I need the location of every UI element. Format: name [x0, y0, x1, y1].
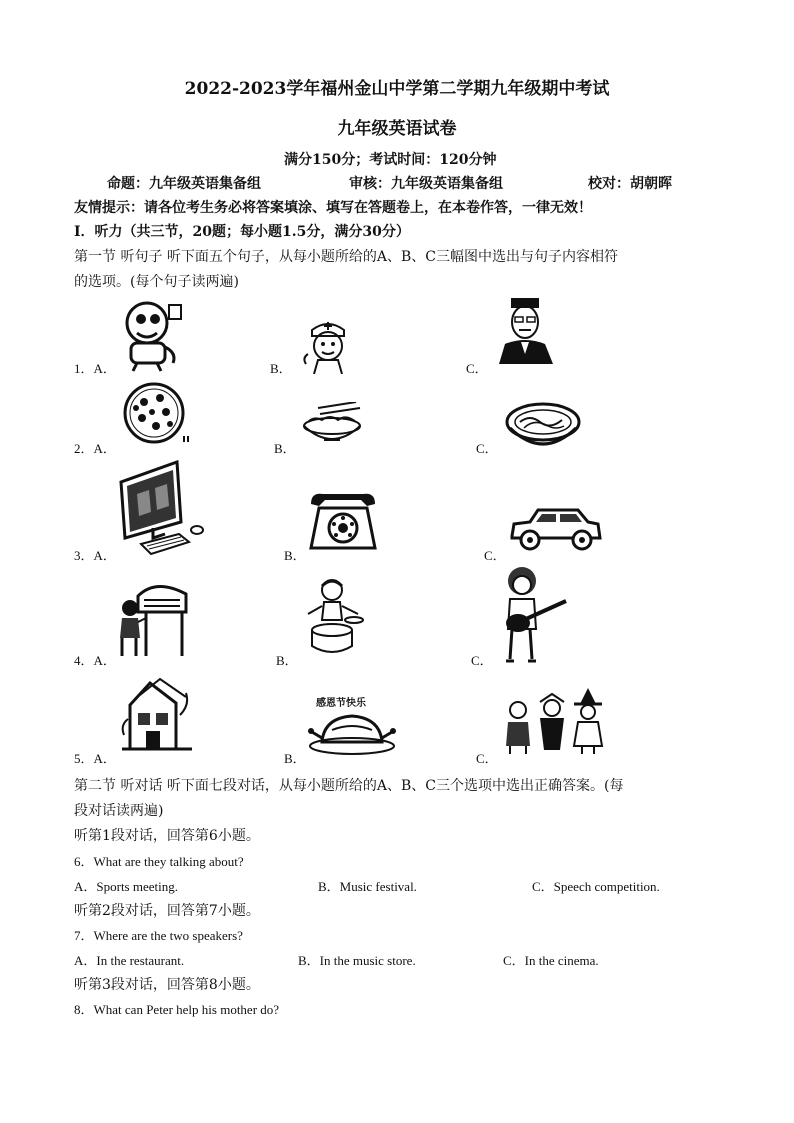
section2-instruction-2: 段对话读两遍) — [74, 803, 164, 819]
reviewer: 审核：九年级英语集备组 — [349, 176, 503, 192]
q4-b-label: B． — [276, 653, 298, 668]
question-8: 8．What can Peter help his mother do? — [74, 1002, 280, 1017]
car-icon — [508, 506, 602, 552]
exam-subtitle: 九年级英语试卷 — [337, 119, 457, 139]
q2-c-label: C． — [476, 441, 498, 456]
q5-label: 5．A． — [74, 751, 116, 766]
part1-heading: I．听力（共三节，20题；每小题1.5分，满分30分） — [74, 224, 410, 240]
guitar-player-icon — [498, 565, 570, 665]
q7-option-a: A．In the restaurant. — [74, 953, 185, 968]
section2-instruction-1: 第二节 听对话 听下面七段对话，从每小题所给的A、B、C三个选项中选出正确答案。(每 — [74, 778, 624, 794]
q7-option-b: B．In the music store. — [298, 953, 416, 968]
doctor-icon — [298, 318, 358, 374]
section1-instruction-2: 的选项。(每个句子读两遍) — [74, 274, 239, 290]
telephone-icon — [307, 490, 379, 554]
q4-label: 4．A． — [74, 653, 116, 668]
q1-label: 1．A． — [74, 361, 116, 376]
halloween-kids-icon — [500, 688, 612, 756]
house-scene-icon — [120, 675, 194, 757]
soup-bowl-icon — [504, 400, 582, 454]
proposer: 命题：九年级英语集备组 — [107, 176, 261, 192]
q6-option-c: C．Speech competition. — [532, 879, 660, 894]
robot-icon — [117, 297, 187, 373]
q4-c-label: C． — [471, 653, 493, 668]
dialogue1-instruction: 听第1段对话，回答第6小题。 — [74, 828, 260, 844]
section1-instruction-1: 第一节 听句子 听下面五个句子，从每小题所给的A、B、C三幅图中选出与句子内容相符 — [74, 249, 619, 265]
noodle-bowl-icon — [302, 402, 364, 444]
turkey-banner: 感恩节快乐 — [316, 698, 366, 709]
question-7: 7．Where are the two speakers? — [74, 928, 243, 943]
dialogue3-instruction: 听第3段对话，回答第8小题。 — [74, 977, 260, 993]
q2-b-label: B． — [274, 441, 296, 456]
drummer-icon — [302, 576, 364, 662]
thanksgiving-turkey-icon — [308, 708, 396, 756]
q6-option-b: B．Music festival. — [318, 879, 417, 894]
q2-label: 2．A． — [74, 441, 116, 456]
q3-label: 3．A． — [74, 548, 116, 563]
man-portrait-icon — [497, 296, 555, 364]
q3-c-label: C． — [484, 548, 506, 563]
pizza-icon — [120, 382, 192, 444]
piano-player-icon — [116, 578, 192, 660]
dialogue2-instruction: 听第2段对话，回答第7小题。 — [74, 903, 260, 919]
q1-b-label: B． — [270, 361, 292, 376]
exam-title: 2022-2023学年福州金山中学第二学期九年级期中考试 — [184, 79, 610, 99]
q1-c-label: C． — [466, 361, 488, 376]
q6-option-a: A．Sports meeting. — [74, 879, 178, 894]
proofreader: 校对：胡朝晖 — [588, 176, 672, 192]
computer-icon — [117, 460, 207, 558]
notice: 友情提示：请各位考生务必将答案填涂、填写在答题卷上，在本卷作答，一律无效！ — [74, 200, 592, 216]
q7-option-c: C．In the cinema. — [503, 953, 599, 968]
q3-b-label: B． — [284, 548, 306, 563]
q5-c-label: C． — [476, 751, 498, 766]
q5-b-label: B． — [284, 751, 306, 766]
question-6: 6．What are they talking about? — [74, 854, 244, 869]
score-time-line: 满分150分；考试时间：120分钟 — [284, 152, 497, 168]
